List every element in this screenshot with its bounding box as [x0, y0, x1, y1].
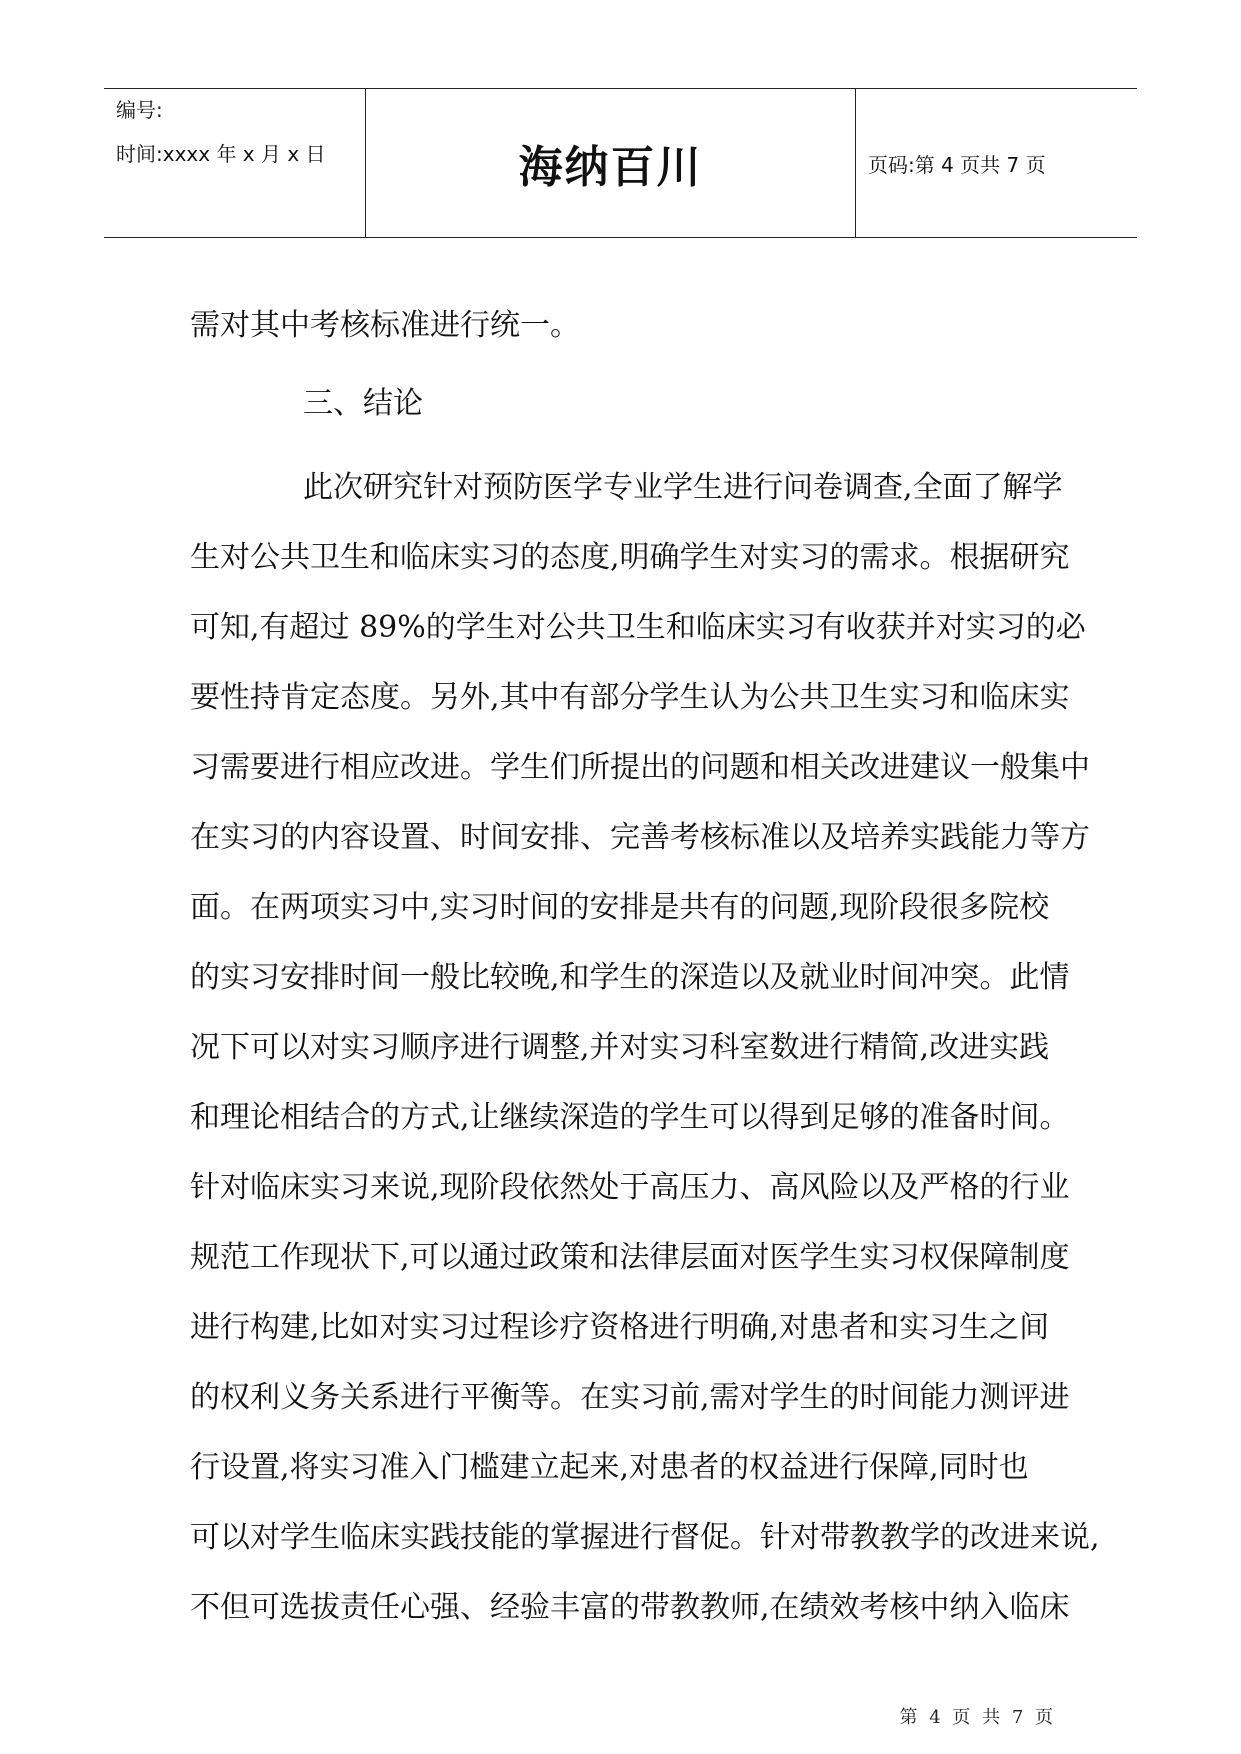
body-line: 针对临床实习来说,现阶段依然处于高压力、高风险以及严格的行业: [190, 1170, 1070, 1205]
body-line: 要性持肯定态度。另外,其中有部分学生认为公共卫生实习和临床实: [190, 680, 1070, 715]
body-line: 生对公共卫生和临床实习的态度,明确学生对实习的需求。根据研究: [190, 540, 1070, 575]
document-header: [104, 88, 1137, 238]
header-brand-cell: [366, 89, 856, 237]
page-footer-number: 第 4 页 共 7 页: [899, 1707, 1056, 1728]
body-line: 行设置,将实习准入门槛建立起来,对患者的权益进行保障,同时也: [190, 1450, 1029, 1485]
body-line: 需对其中考核标准进行统一。: [190, 308, 580, 343]
body-line: 面。在两项实习中,实习时间的安排是共有的问题,现阶段很多院校: [190, 890, 1050, 925]
document-number-label: 编号:: [116, 98, 163, 122]
body-line: 不但可选拔责任心强、经验丰富的带教教师,在绩效考核中纳入临床: [190, 1590, 1070, 1625]
header-meta-cell: [104, 89, 366, 237]
body-line: 况下可以对实习顺序进行调整,并对实习科室数进行精简,改进实践: [190, 1030, 1050, 1065]
section-heading: 三、结论: [303, 386, 423, 421]
body-line: 在实习的内容设置、时间安排、完善考核标准以及培养实践能力等方: [190, 820, 1090, 855]
body-line: 的实习安排时间一般比较晚,和学生的深造以及就业时间冲突。此情: [190, 960, 1070, 995]
header-page-cell: [856, 89, 1137, 237]
body-line: 可知,有超过 89%的学生对公共卫生和临床实习有收获并对实习的必: [190, 610, 1086, 645]
body-line: 习需要进行相应改进。学生们所提出的问题和相关改进建议一般集中: [190, 750, 1090, 785]
header-page-info: 页码:第 4 页共 7 页: [868, 152, 1046, 177]
body-line: 进行构建,比如对实习过程诊疗资格进行明确,对患者和实习生之间: [190, 1310, 1050, 1345]
body-line: 此次研究针对预防医学专业学生进行问卷调查,全面了解学: [303, 470, 1063, 505]
body-line: 可以对学生临床实践技能的掌握进行督促。针对带教教学的改进来说,: [190, 1520, 1100, 1555]
body-line: 规范工作现状下,可以通过政策和法律层面对医学生实习权保障制度: [190, 1240, 1070, 1275]
body-line: 的权利义务关系进行平衡等。在实习前,需对学生的时间能力测评进: [190, 1380, 1070, 1415]
brand-title: 海纳百川: [518, 142, 703, 193]
body-line: 和理论相结合的方式,让继续深造的学生可以得到足够的准备时间。: [190, 1100, 1070, 1135]
document-date-label: 时间:xxxx 年 x 月 x 日: [116, 142, 326, 166]
